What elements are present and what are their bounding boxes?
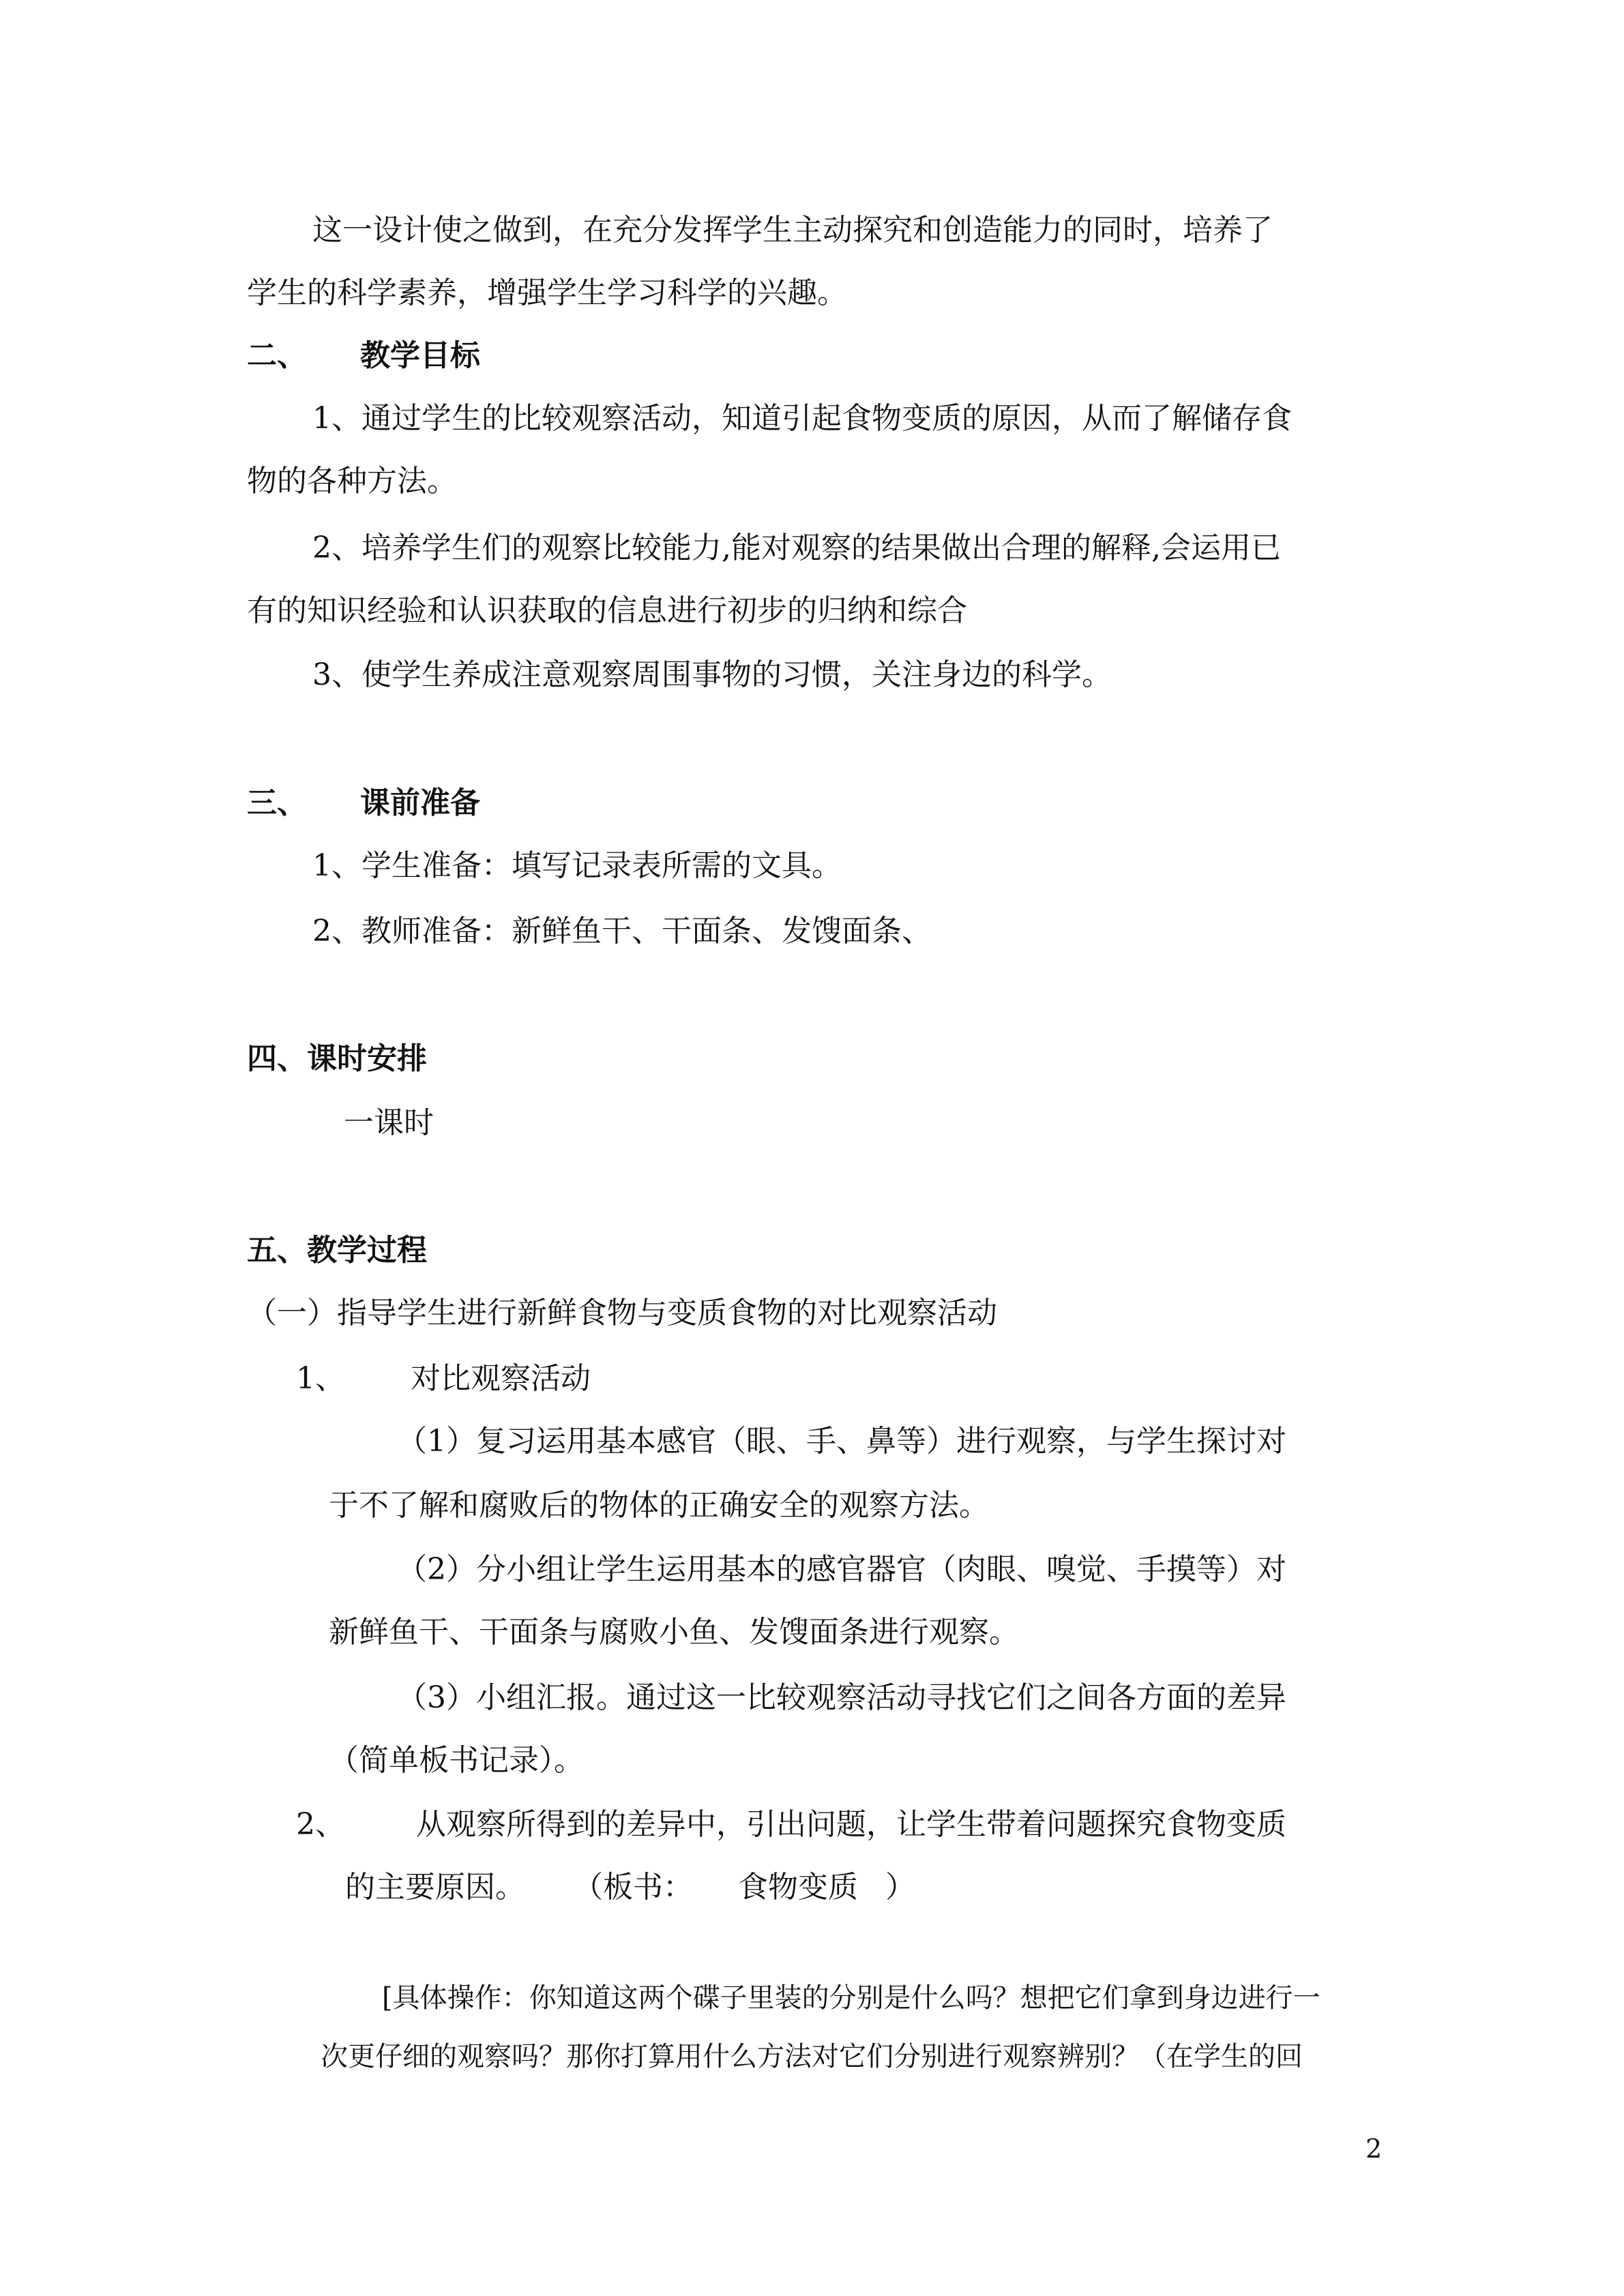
intro-line-1: 这一设计使之做到，在充分发挥学生主动探究和创造能力的同时，培养了 xyxy=(312,213,1273,248)
operation-line-1: [具体操作：你知道这两个碟子里装的分别是什么吗？想把它们拿到身边进行一 xyxy=(382,1982,1320,2014)
objective-2-line-1: 2、培养学生们的观察比较能力,能对观察的结果做出合理的解释,会运用已 xyxy=(312,531,1281,565)
point-3-line-1: （3）小组汇报。通过这一比较观察活动寻找它们之间各方面的差异 xyxy=(397,1680,1286,1715)
objective-1-line-1: 1、通过学生的比较观察活动，知道引起食物变质的原因，从而了解储存食 xyxy=(312,401,1292,436)
point-1-line-1: （1）复习运用基本感官（眼、手、鼻等）进行观察，与学生探讨对 xyxy=(397,1424,1286,1459)
section-2-title: 教学目标 xyxy=(360,338,480,373)
point-2-line-2: 新鲜鱼干、干面条与腐败小鱼、发馊面条进行观察。 xyxy=(329,1615,1019,1650)
step-2-line-1: 从观察所得到的差异中，引出问题，让学生带着问题探究食物变质 xyxy=(416,1807,1286,1842)
objective-1-line-2: 物的各种方法。 xyxy=(247,464,457,498)
point-2-line-1: （2）分小组让学生运用基本的感官器官（肉眼、嗅觉、手摸等）对 xyxy=(397,1552,1286,1587)
schedule-text: 一课时 xyxy=(344,1105,434,1140)
section-3-title: 课前准备 xyxy=(360,786,480,820)
operation-line-2: 次更仔细的观察吗？那你打算用什么方法对它们分别进行观察辨别？（在学生的回 xyxy=(321,2041,1303,2072)
step-1-number: 1、 xyxy=(296,1361,345,1396)
section-5-title: 五、教学过程 xyxy=(247,1233,427,1268)
step-1-title: 对比观察活动 xyxy=(411,1361,591,1396)
point-1-line-2: 于不了解和腐败后的物体的正确安全的观察方法。 xyxy=(329,1488,989,1523)
point-3-line-2: （简单板书记录）。 xyxy=(329,1743,584,1778)
board-note-content: 食物变质 xyxy=(738,1870,858,1905)
section-4-title: 四、课时安排 xyxy=(247,1041,427,1076)
section-2-number: 二、 xyxy=(247,338,307,373)
intro-line-2: 学生的科学素养，增强学生学习科学的兴趣。 xyxy=(247,275,847,310)
board-note-open: （板书： xyxy=(573,1870,693,1905)
page-number: 2 xyxy=(1365,2134,1383,2164)
section-3-number: 三、 xyxy=(247,786,307,820)
objective-3: 3、使学生养成注意观察周围事物的习惯，关注身边的科学。 xyxy=(312,657,1112,692)
subsection-1-title: （一）指导学生进行新鲜食物与变质食物的对比观察活动 xyxy=(247,1296,997,1330)
objective-2-line-2: 有的知识经验和认识获取的信息进行初步的归纳和综合 xyxy=(247,593,967,628)
prep-item-1: 1、学生准备：填写记录表所需的文具。 xyxy=(312,848,842,883)
step-2-number: 2、 xyxy=(296,1807,345,1842)
board-note-close: ） xyxy=(885,1870,915,1905)
step-2-line-2-text: 的主要原因。 xyxy=(345,1870,525,1905)
prep-item-2: 2、教师准备：新鲜鱼干、干面条、发馊面条、 xyxy=(312,914,932,949)
